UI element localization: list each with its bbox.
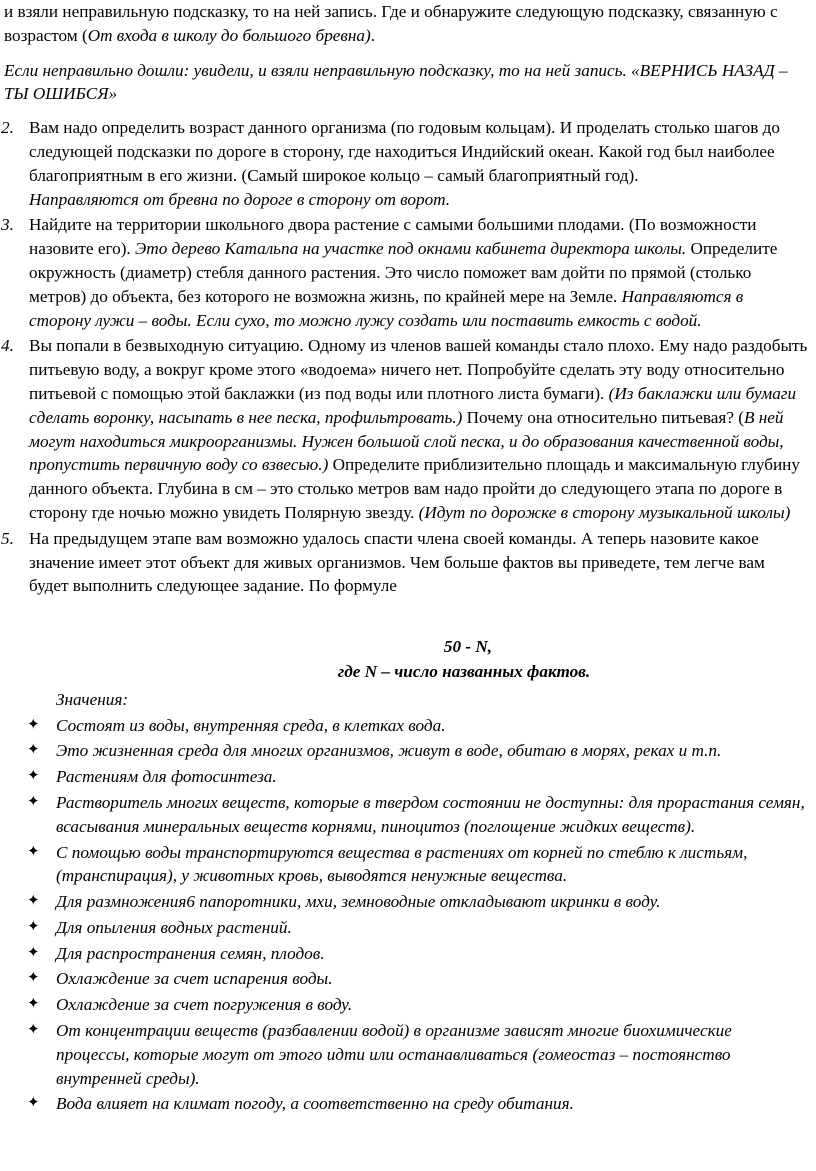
task-hint: Направляются в сторону лужи – воды. Если сухо, то можно лужу создать или поставить емкость с водой. <box>29 286 744 330</box>
intro-end: . <box>370 25 376 45</box>
four-point-star-bullet-icon: ✦ <box>27 793 40 810</box>
task-number: 2. <box>1 118 14 138</box>
intro-italic-text: От входа в школу до большого бревна) <box>87 25 371 45</box>
value-text: Растениям для фотосинтеза. <box>56 767 277 787</box>
task-item-2 <box>0 116 816 211</box>
intro-text: и взяли неправильную подсказку, то на ней запись. Где и обнаружите следующую подсказку, связанную с возрастом ( <box>4 2 778 45</box>
formula-legend: где N – число названных фактов. <box>337 661 591 681</box>
value-list-item <box>0 967 816 991</box>
value-text: От концентрации веществ (разбавлении водой) в организме зависят многие биохимические процессы, которые могут от этого идти или останавливаться (гомеостаз – постоянство внутренней среды). <box>56 1021 732 1088</box>
value-text: Растворитель многих веществ, которые в твердом состоянии не доступны: для прорастания семян, всасывания минеральных веществ корнями, пиноцитоз (поглощение жидких веществ). <box>56 792 805 836</box>
value-list-item <box>0 916 816 940</box>
task-hint: Направляются от бревна по дороге в сторону от ворот. <box>29 189 451 209</box>
value-list-item <box>0 739 816 763</box>
four-point-star-bullet-icon: ✦ <box>27 944 40 961</box>
task-text: Определите приблизительно площадь и максимальную глубину данного объекта. Глубина в см – это столько метров вам надо пройти до следующего этапа по дороге в сторону где ночью можно увидеть Полярную звезду. <box>29 455 800 522</box>
four-point-star-bullet-icon: ✦ <box>27 893 40 910</box>
task-hint: (Из баклажки или бумаги сделать воронку, насыпать в нее песка, профильтровать.) <box>29 383 797 427</box>
value-text: Вода влияет на климат погоду, а соответственно на среду обитания. <box>56 1094 574 1114</box>
four-point-star-bullet-icon: ✦ <box>27 918 40 935</box>
value-list-item <box>0 1019 816 1090</box>
four-point-star-bullet-icon: ✦ <box>27 1095 40 1112</box>
task-body <box>29 334 816 524</box>
formula-line: 50 - N, <box>443 637 493 657</box>
values-heading: Значения: <box>56 689 129 709</box>
value-text: Для распространения семян, плодов. <box>56 943 325 963</box>
value-text: Для опыления водных растений. <box>56 917 292 937</box>
four-point-star-bullet-icon: ✦ <box>27 716 40 733</box>
value-list-item <box>0 993 816 1017</box>
task-body <box>29 116 816 211</box>
value-text: Охлаждение за счет испарения воды. <box>56 969 333 989</box>
value-text: С помощью воды транспортируются вещества в растениях от корней по стеблю к листьям, (транспирация), у животных кровь, выводятся ненужные вещества. <box>56 842 748 886</box>
value-text: Состоят из воды, внутренняя среда, в клетках вода. <box>56 715 446 735</box>
value-list-item <box>0 791 816 839</box>
value-list-item <box>0 714 816 738</box>
four-point-star-bullet-icon: ✦ <box>27 1022 40 1039</box>
value-list-item <box>0 890 816 914</box>
task-hint: (Идут по дорожке в сторону музыкальной школы) <box>418 502 791 522</box>
four-point-star-bullet-icon: ✦ <box>27 970 40 987</box>
value-list-item <box>0 841 816 889</box>
task-item-5 <box>0 527 816 598</box>
task-text: Найдите на территории школьного двора растение с самыми большими плодами. (По возможности назовите его). <box>29 215 757 259</box>
task-text: Вам надо определить возраст данного организма (по годовым кольцам). И проделать столько шагов до следующей подсказки по дороге в сторону, где находиться Индийский океан. Какой год был наиболее благоприятным в его жизни. (Самый широкое кольцо – самый благоприятный год). <box>29 118 780 185</box>
value-text: Это жизненная среда для многих организмов, живут в воде, обитаю в морях, реках и т.п. <box>56 741 722 761</box>
task-item-3 <box>0 213 816 332</box>
task-hint: Это дерево Катальпа на участке под окнами кабинета директора школы. <box>135 239 687 259</box>
value-list-item <box>0 765 816 789</box>
value-list-item <box>0 942 816 966</box>
value-text: Охлаждение за счет погружения в воду. <box>56 995 353 1015</box>
four-point-star-bullet-icon: ✦ <box>27 843 40 860</box>
four-point-star-bullet-icon: ✦ <box>27 996 40 1013</box>
task-number: 4. <box>1 336 14 356</box>
value-list-item <box>0 1092 816 1116</box>
intro-paragraph <box>0 0 816 48</box>
task-body <box>29 213 816 332</box>
value-text: Для размножения6 папоротники, мхи, земноводные откладывают икринки в воду. <box>56 892 661 912</box>
task-body: На предыдущем этапе вам возможно удалось спасти члена своей команды. А теперь назовите какое значение имеет этот объект для живых организмов. Чем больше фактов вы приведете, тем легче вам будет выполнить следующее задание. По формуле <box>29 528 765 596</box>
task-text: Определите окружность (диаметр) стебля данного растения. Это число поможет вам дойти по прямой (столько метров) до объекта, без которого не возможна жизнь, по крайней мере на Земле. <box>29 239 778 306</box>
four-point-star-bullet-icon: ✦ <box>27 742 40 759</box>
task-text: Почему она относительно питьевая? ( <box>462 407 744 427</box>
four-point-star-bullet-icon: ✦ <box>27 768 40 785</box>
task-item-4 <box>0 334 816 524</box>
task-number: 3. <box>1 215 14 235</box>
wrong-path-note: Если неправильно дошли: увидели, и взяли неправильную подсказку, то на ней запись. «ВЕРНИСЬ НАЗАД – ТЫ ОШИБСЯ» <box>4 60 788 104</box>
values-list <box>0 714 816 1117</box>
task-hint: В ней могут находиться микроорганизмы. Нужен большой слой песка, и до образования качественной воды, пропустить первичную воду со взвесью.) <box>29 407 784 475</box>
task-text: Вы попали в безвыходную ситуацию. Одному из членов вашей команды стало плохо. Ему надо раздобыть питьевую воду, а вокруг кроме этого «водоема» ничего нет. Попробуйте сделать эту воду относительно питьевой с помощью этой баклажки (из под воды или плотного листа бумаги). <box>29 336 808 403</box>
task-number: 5. <box>1 528 14 548</box>
